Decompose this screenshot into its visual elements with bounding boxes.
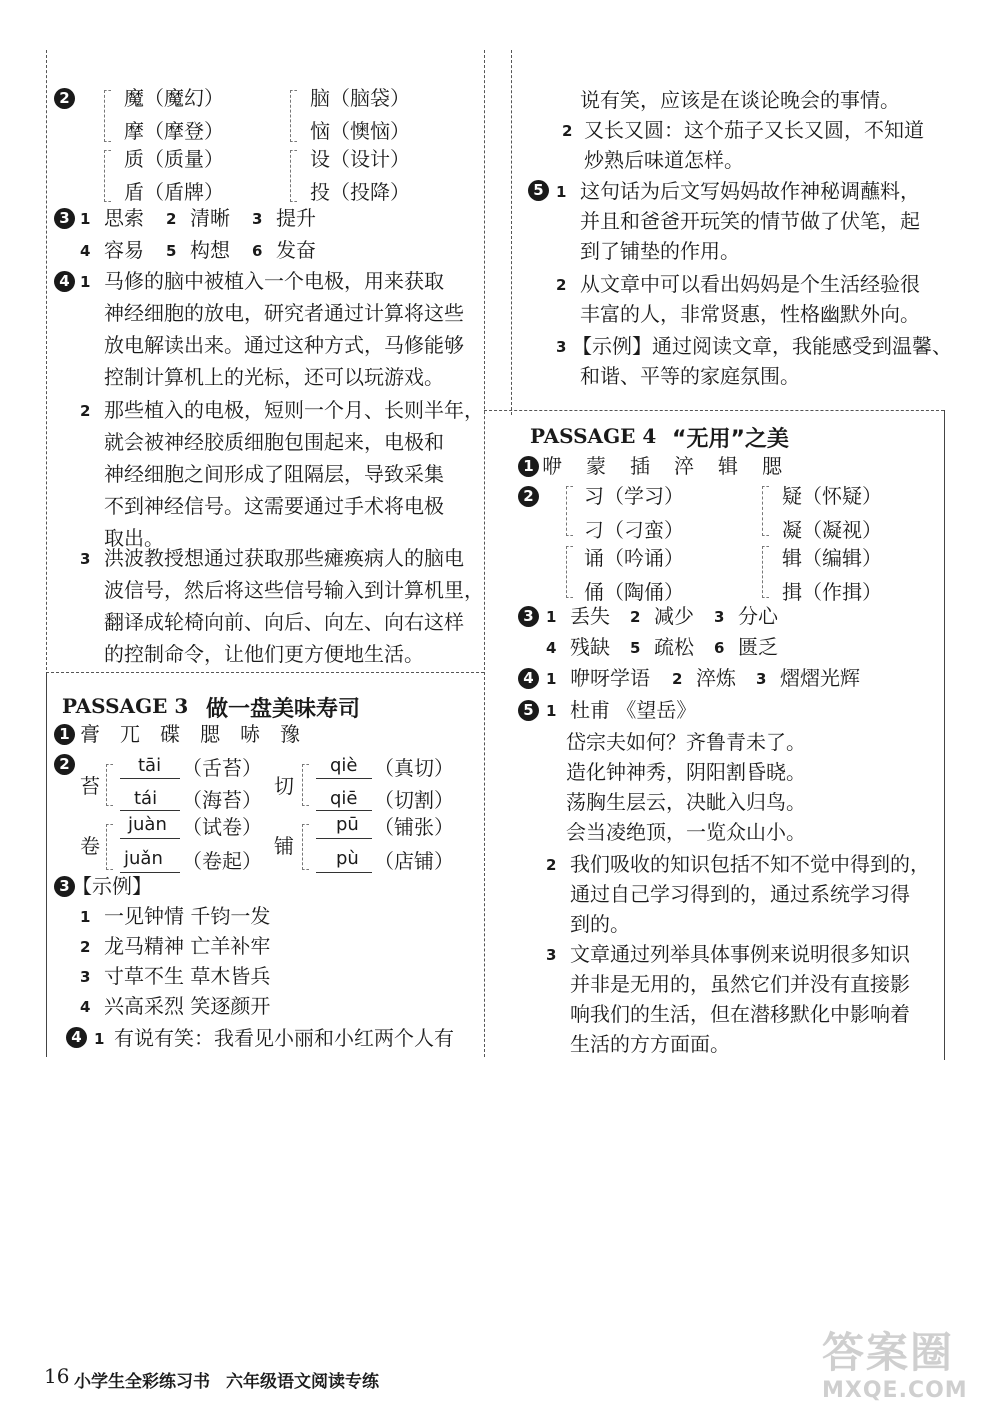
word-item: 投（投降） bbox=[310, 180, 410, 204]
item-number: 3 bbox=[252, 210, 263, 228]
answer-word: 分心 bbox=[738, 604, 778, 628]
bracket bbox=[566, 546, 573, 598]
paragraph-line: 到了铺垫的作用。 bbox=[580, 239, 740, 263]
section-divider-left bbox=[46, 672, 484, 673]
pinyin: pù bbox=[336, 848, 359, 869]
word-item: 刁（刁蛮） bbox=[584, 518, 684, 542]
item-number: 2 bbox=[672, 670, 683, 688]
page-number: 16 bbox=[44, 1364, 70, 1388]
item-number: 2 bbox=[562, 122, 573, 140]
paragraph-line: 炒熟后味道怎样。 bbox=[584, 148, 744, 172]
paragraph-line: 波信号，然后将这些信号输入到计算机里， bbox=[104, 578, 484, 602]
pinyin: juàn bbox=[128, 814, 167, 835]
example-word: （真切） bbox=[374, 756, 454, 780]
word-item: 凝（凝视） bbox=[782, 518, 882, 542]
paragraph-line: 控制计算机上的光标，还可以玩游戏。 bbox=[104, 365, 444, 389]
paragraph-line: 有说有笑：我看见小丽和小红两个人有 bbox=[114, 1026, 454, 1050]
example-word: （切割） bbox=[374, 788, 454, 812]
answer-blank bbox=[120, 810, 180, 811]
answer-blank bbox=[316, 778, 372, 779]
question-badge: 4 bbox=[518, 668, 539, 689]
bracket bbox=[762, 546, 769, 598]
question-badge: 3 bbox=[518, 606, 539, 627]
right-column-border bbox=[944, 410, 945, 1060]
char-item: 碟 bbox=[160, 722, 180, 746]
item-number: 3 bbox=[546, 946, 557, 964]
char-item: 豫 bbox=[280, 722, 300, 746]
paragraph-line: 从文章中可以看出妈妈是个生活经验很 bbox=[580, 272, 920, 296]
item-number: 1 bbox=[80, 273, 91, 291]
paragraph-line: 【示例】通过阅读文章，我能感受到温馨、 bbox=[572, 334, 952, 358]
bracket bbox=[762, 486, 769, 536]
bracket bbox=[106, 764, 113, 806]
center-divider-lower bbox=[484, 672, 485, 1057]
word-item: 设（设计） bbox=[310, 147, 410, 171]
item-number: 1 bbox=[546, 670, 557, 688]
answer-word: 咿呀学语 bbox=[570, 666, 650, 690]
item-number: 4 bbox=[80, 242, 91, 260]
poem-line: 荡胸生层云，决眦入归鸟。 bbox=[566, 790, 806, 814]
watermark-logo: 答案圈 bbox=[822, 1328, 955, 1377]
bracket bbox=[104, 90, 111, 142]
bracket bbox=[106, 824, 113, 870]
char-item: 腮 bbox=[762, 454, 782, 478]
item-number: 2 bbox=[546, 856, 557, 874]
paragraph-line: 响我们的生活，但在潜移默化中影响着 bbox=[570, 1002, 910, 1026]
question-badge: 2 bbox=[54, 88, 75, 109]
char-item: 哧 bbox=[240, 722, 260, 746]
paragraph-line: 我们吸收的知识包括不知不觉中得到的， bbox=[570, 852, 930, 876]
pinyin: tāi bbox=[138, 755, 162, 776]
paragraph-line: 洪波教授想通过获取那些瘫痪病人的脑电 bbox=[104, 546, 464, 570]
bracket bbox=[104, 150, 111, 202]
paragraph-line: 不到神经信号。这需要通过手术将电极 bbox=[104, 494, 444, 518]
example-word: （店铺） bbox=[374, 849, 454, 873]
passage-title: 做一盘美味寿司 bbox=[206, 697, 361, 722]
poem-line: 岱宗夫如何？齐鲁青未了。 bbox=[566, 730, 806, 754]
bracket bbox=[302, 824, 309, 870]
word-item: 摩（摩登） bbox=[124, 119, 224, 143]
word-item: 俑（陶俑） bbox=[584, 580, 684, 604]
word-item: 诵（吟诵） bbox=[584, 546, 684, 570]
item-number: 4 bbox=[80, 998, 91, 1016]
example-label: 【示例】 bbox=[72, 874, 152, 898]
item-number: 4 bbox=[546, 639, 557, 657]
answer-word: 发奋 bbox=[276, 238, 316, 262]
item-number: 3 bbox=[556, 338, 567, 356]
example-word: （铺张） bbox=[374, 815, 454, 839]
pinyin: qiē bbox=[330, 788, 358, 809]
idiom-pair: 兴高采烈 笑逐颜开 bbox=[104, 994, 271, 1018]
word-item: 揖（作揖） bbox=[782, 580, 882, 604]
char-item: 膏 bbox=[80, 722, 100, 746]
word-item: 脑（脑袋） bbox=[310, 86, 410, 110]
answer-word: 思索 bbox=[104, 206, 144, 230]
answer-word: 丢失 bbox=[570, 604, 610, 628]
polyphone-char: 卷 bbox=[80, 834, 100, 858]
item-number: 3 bbox=[80, 968, 91, 986]
answer-word: 熠熠光辉 bbox=[780, 666, 860, 690]
center-divider-right bbox=[511, 50, 512, 415]
answer-blank bbox=[316, 838, 372, 839]
item-number: 5 bbox=[166, 242, 177, 260]
item-number: 6 bbox=[252, 242, 263, 260]
item-number: 3 bbox=[80, 550, 91, 568]
bracket bbox=[566, 486, 573, 536]
bracket bbox=[302, 764, 309, 806]
question-badge: 1 bbox=[54, 724, 75, 745]
item-number: 3 bbox=[714, 608, 725, 626]
char-item: 插 bbox=[630, 454, 650, 478]
poem-line: 造化钟神秀，阴阳割昏晓。 bbox=[566, 760, 806, 784]
paragraph-line: 说有笑，应该是在谈论晚会的事情。 bbox=[580, 88, 900, 112]
section-divider-right bbox=[484, 410, 944, 411]
char-item: 兀 bbox=[120, 722, 140, 746]
question-badge: 3 bbox=[54, 208, 75, 229]
polyphone-char: 苔 bbox=[80, 774, 100, 798]
item-number: 1 bbox=[546, 702, 557, 720]
passage-label: PASSAGE 4 bbox=[530, 424, 657, 448]
word-item: 恼（懊恼） bbox=[310, 119, 410, 143]
char-item: 蒙 bbox=[586, 454, 606, 478]
answer-word: 淬炼 bbox=[696, 666, 736, 690]
char-item: 腮 bbox=[200, 722, 220, 746]
center-divider-upper bbox=[484, 50, 485, 670]
paragraph-line: 那些植入的电极，短则一个月、长则半年， bbox=[104, 398, 484, 422]
item-number: 1 bbox=[94, 1030, 105, 1048]
paragraph-line: 又长又圆：这个茄子又长又圆，不知道 bbox=[584, 118, 924, 142]
idiom-pair: 一见钟情 千钧一发 bbox=[104, 904, 271, 928]
answer-word: 残缺 bbox=[570, 635, 610, 659]
paragraph-line: 并且和爸爸开玩笑的情节做了伏笔，起 bbox=[580, 209, 920, 233]
example-word: （舌苔） bbox=[182, 756, 262, 780]
item-number: 6 bbox=[714, 639, 725, 657]
paragraph-line: 通过自己学习得到的，通过系统学习得 bbox=[570, 882, 910, 906]
item-number: 3 bbox=[756, 670, 767, 688]
item-number: 1 bbox=[80, 210, 91, 228]
item-number: 5 bbox=[630, 639, 641, 657]
char-item: 咿 bbox=[542, 454, 562, 478]
word-item: 疑（怀疑） bbox=[782, 484, 882, 508]
pinyin: tái bbox=[134, 788, 158, 809]
answer-word: 减少 bbox=[654, 604, 694, 628]
paragraph-line: 马修的脑中被植入一个电极，用来获取 bbox=[104, 269, 444, 293]
answer-blank bbox=[120, 778, 180, 779]
paragraph-line: 放电解读出来。通过这种方式，马修能够 bbox=[104, 333, 464, 357]
item-number: 2 bbox=[166, 210, 177, 228]
book-subtitle: 六年级语文阅读专练 bbox=[226, 1372, 379, 1392]
idiom-pair: 龙马精神 亡羊补牢 bbox=[104, 934, 271, 958]
passage-label: PASSAGE 3 bbox=[62, 694, 189, 718]
example-word: （卷起） bbox=[182, 849, 262, 873]
paragraph-line: 文章通过列举具体事例来说明很多知识 bbox=[570, 942, 910, 966]
question-badge: 3 bbox=[54, 876, 75, 897]
example-word: （试卷） bbox=[182, 815, 262, 839]
question-badge: 5 bbox=[518, 700, 539, 721]
answer-blank bbox=[120, 838, 180, 839]
idiom-pair: 寸草不生 草木皆兵 bbox=[104, 964, 271, 988]
paragraph-line: 生活的方方面面。 bbox=[570, 1032, 730, 1056]
answer-blank bbox=[316, 810, 372, 811]
item-number: 1 bbox=[556, 183, 567, 201]
word-item: 魔（魔幻） bbox=[124, 86, 224, 110]
bracket bbox=[290, 150, 297, 202]
left-column-border bbox=[46, 50, 47, 670]
left-passage3-border bbox=[46, 672, 47, 1057]
poem-line: 会当凌绝顶，一览众山小。 bbox=[566, 820, 806, 844]
paragraph-line: 就会被神经胶质细胞包围起来，电极和 bbox=[104, 430, 444, 454]
example-word: （海苔） bbox=[182, 788, 262, 812]
word-item: 辑（编辑） bbox=[782, 546, 882, 570]
polyphone-char: 铺 bbox=[274, 834, 294, 858]
question-badge: 4 bbox=[54, 271, 75, 292]
paragraph-line: 神经细胞之间形成了阻隔层，导致采集 bbox=[104, 462, 444, 486]
book-title: 小学生全彩练习书 bbox=[74, 1372, 210, 1392]
pinyin: juǎn bbox=[124, 848, 163, 869]
paragraph-line: 神经细胞的放电，研究者通过计算将这些 bbox=[104, 301, 464, 325]
answer-word: 匮乏 bbox=[738, 635, 778, 659]
paragraph-line: 的控制命令，让他们更方便地生活。 bbox=[104, 642, 424, 666]
paragraph-line: 翻译成轮椅向前、向后、向左、向右这样 bbox=[104, 610, 464, 634]
question-badge: 4 bbox=[66, 1027, 87, 1048]
paragraph-line: 这句话为后文写妈妈故作神秘调蘸料， bbox=[580, 179, 920, 203]
question-badge: 1 bbox=[518, 456, 539, 477]
char-item: 辑 bbox=[718, 454, 738, 478]
paragraph-line: 和谐、平等的家庭氛围。 bbox=[580, 364, 800, 388]
item-number: 1 bbox=[80, 908, 91, 926]
item-number: 2 bbox=[630, 608, 641, 626]
question-badge: 2 bbox=[518, 486, 539, 507]
item-number: 2 bbox=[556, 276, 567, 294]
word-item: 质（质量） bbox=[124, 147, 224, 171]
char-item: 淬 bbox=[674, 454, 694, 478]
watermark-url: MXQE.COM bbox=[822, 1378, 968, 1403]
answer-word: 容易 bbox=[104, 238, 144, 262]
word-item: 习（学习） bbox=[584, 484, 684, 508]
pinyin: pū bbox=[336, 814, 359, 835]
answer-blank bbox=[316, 872, 372, 873]
bracket bbox=[290, 90, 297, 142]
paragraph-line: 并非是无用的，虽然它们并没有直接影 bbox=[570, 972, 910, 996]
paragraph-line: 到的。 bbox=[570, 912, 630, 936]
pinyin: qiè bbox=[330, 755, 358, 776]
polyphone-char: 切 bbox=[274, 774, 294, 798]
item-number: 2 bbox=[80, 938, 91, 956]
question-badge: 2 bbox=[54, 754, 75, 775]
answer-word: 清晰 bbox=[190, 206, 230, 230]
poem-heading: 杜甫 《望岳》 bbox=[570, 698, 697, 722]
paragraph-line: 取出。 bbox=[104, 526, 164, 550]
answer-word: 提升 bbox=[276, 206, 316, 230]
answer-word: 疏松 bbox=[654, 635, 694, 659]
word-item: 盾（盾牌） bbox=[124, 180, 224, 204]
answer-word: 构想 bbox=[190, 238, 230, 262]
item-number: 2 bbox=[80, 402, 91, 420]
question-badge: 5 bbox=[528, 180, 549, 201]
item-number: 1 bbox=[546, 608, 557, 626]
paragraph-line: 丰富的人，非常贤惠，性格幽默外向。 bbox=[580, 302, 920, 326]
passage-title: “无用”之美 bbox=[672, 427, 789, 452]
